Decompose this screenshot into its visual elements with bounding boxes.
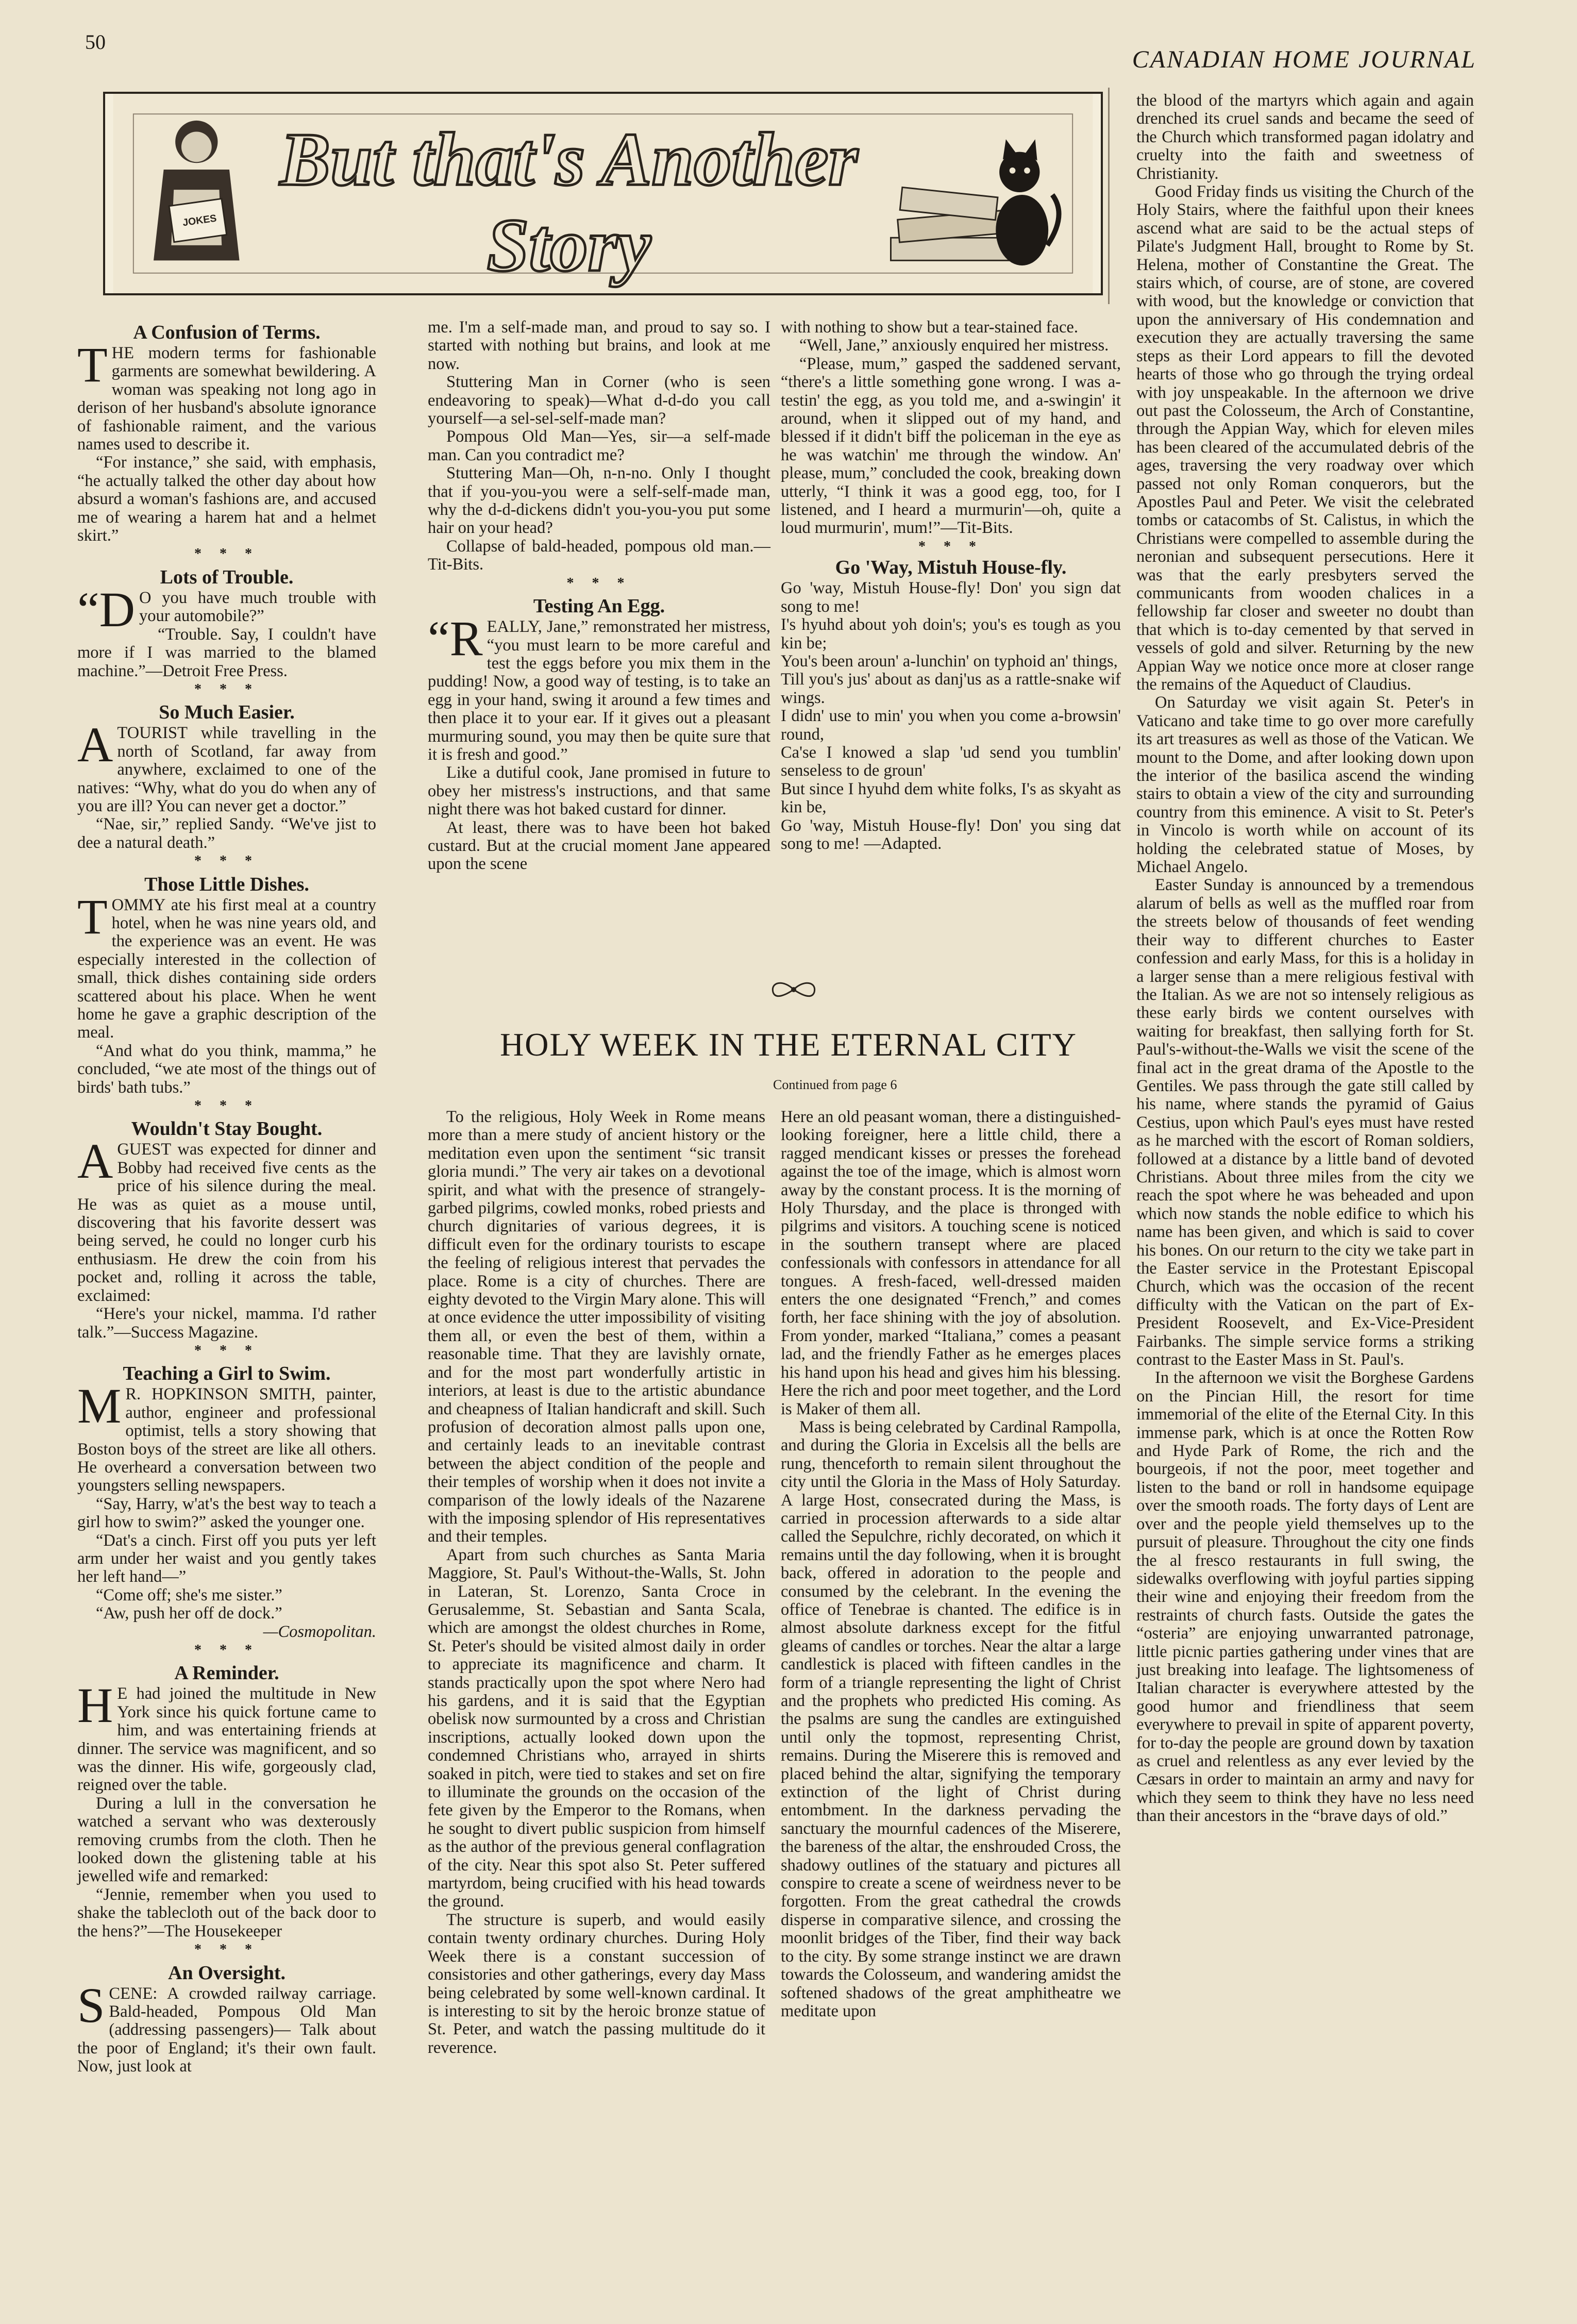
- paragraph: [77, 1678, 376, 1795]
- story-banner: [103, 92, 1103, 295]
- banner-title-line2: Story: [486, 203, 651, 287]
- section-separator: * * *: [194, 853, 259, 870]
- verse-line: I didn' use to min' you when you come a-browsin' round,: [781, 707, 1121, 744]
- column-jokes-2: [428, 319, 770, 874]
- article-title: HOLY WEEK IN THE ETERNAL CITY: [500, 1026, 1077, 1063]
- section-separator: * * *: [194, 1942, 259, 1958]
- paragraph: Stuttering Man in Corner (who is seen endeavoring to speak)—What d-d-do you call yourself—a sel-sel-self-made man?: [428, 373, 770, 428]
- paragraph: “Dat's a cinch. First off you puts yer left arm under her waist and you gently takes her left hand—”: [77, 1531, 376, 1586]
- article-column-1: [428, 1108, 765, 2057]
- paragraph: Apart from such churches as Santa Maria Maggiore, St. Paul's Without-the-Walls, St. John in Lateran, St. Lorenzo, Santa Croce in Gerusalemme, St. Sebastian and Santa Scala, which are amongst the oldest churches in Rome, St. Peter's should be visited almost daily in order to appreciate its magnificence and charm. It stands practically upon the spot where Nero had his gardens, and it is said that the Egyptian obelisk now surmounted by a cross and Christian inscriptions, actually looked down upon the condemned Christians who, arrayed in shirts soaked in pitch, were tied to stakes and set on fire to illuminate the grounds on the occasion of the fete given by the Emperor to the Romans, when he sought to divert public suspicion from himself as the author of the previous general conflagration of the city. Near this spot also St. Peter suffered martyrdom, being crucified with his head towards the ground.: [428, 1545, 765, 1911]
- story-heading: A Reminder.: [174, 1662, 279, 1684]
- paragraph-text: EALLY, Jane,” remonstrated her mistress, “you must learn to be more careful and test the eggs before you mix them in the pudding! Now, a good way of testing, is to take an egg in your hand, swing it around a few times and then place it to your ear. If it gives out a pleasant murmuring sound, you may then be quite sure that it is fresh and good.”: [428, 617, 770, 764]
- paragraph: “Here's your nickel, mamma. I'd rather talk.”—Success Magazine.: [77, 1305, 376, 1342]
- book-label: JOKES: [181, 212, 217, 229]
- drop-cap: S: [77, 1977, 105, 2033]
- paragraph: Pompous Old Man—Yes, sir—a self-made man. Can you contradict me?: [428, 427, 770, 464]
- paragraph-text: E had joined the multitude in New York since his quick fortune came to him, and was entertaining friends at dinner. The service was magnificent, and so was the dinner. His wife, gorgeously clad, reigned over the table.: [77, 1684, 376, 1795]
- banner-title-line1: But that's Another: [279, 117, 858, 202]
- drop-cap: “D: [77, 581, 135, 637]
- drop-cap: T: [77, 889, 108, 944]
- paragraph-text: GUEST was expected for dinner and Bobby had received five cents as the price of his silence during the meal. He was as quiet as a mouse until, discovering that his favorite dessert was being served, he could no longer curb his enthusiasm. He drew the coin from his pocket and, rolling it across the table, exclaimed:: [77, 1140, 376, 1305]
- paragraph: “Come off; she's me sister.”: [96, 1585, 282, 1604]
- paragraph: [428, 611, 770, 764]
- paragraph: [77, 581, 376, 637]
- story-heading: Wouldn't Stay Bought.: [131, 1118, 323, 1140]
- column-rule: [1108, 88, 1110, 304]
- paragraph: “Jennie, remember when you used to shake the tablecloth out of the back door to the hens?”—The Housekeeper: [77, 1885, 376, 1941]
- article-column-3: [1136, 92, 1474, 1826]
- source-credit: —Cosmopolitan.: [263, 1622, 376, 1641]
- paragraph: During a lull in the conversation he watched a servant who was dexterously removing crumbs from the cloth. Then he looked down the glistening table at his jewelled wife and remarked:: [77, 1794, 376, 1886]
- paragraph: “Say, Harry, w'at's the best way to teach a girl how to swim?” asked the younger one.: [77, 1494, 376, 1532]
- paragraph: “And what do you think, mamma,” he concluded, “we ate most of the things out of birds' bath tubs.”: [77, 1041, 376, 1097]
- journal-title: CANADIAN HOME JOURNAL: [1132, 46, 1477, 73]
- paragraph-text: CENE: A crowded railway carriage. Bald-headed, Pompous Old Man (addressing passengers)— Talk about the poor of England; it's their own fault. Now, just look at: [77, 1984, 376, 2076]
- paragraph: Good Friday finds us visiting the Church of the Holy Stairs, where the faithful upon their knees ascend what are said to be the actual steps of Pilate's Judgment Hall, brought to Rome by St. Helena, mother of Constantine the Great. The stairs which, of course, are of stone, are covered with wood, but the knowledge or conviction that upon the anniversary of His condemnation and execution they are actually traversing the same steps as their Lord appears to fill the devoted hearts of those who go through the trying ordeal with joy unspeakable. In the afternoon we drive out past the Colosseum, the Arch of Constantine, through the Appian Way, which for eleven miles has been cleared of the accumulated debris of the ages, traversing the very roadway over which passed not only Roman conquerors, but the Apostles Paul and Peter. We visit the celebrated tombs or catacombs of St. Calistus, in which the Christians were compelled to assemble during the neronian and subsequent persecutions. Here it was that the early presbyters served the communicants from wooden chalices in a fellowship far closer and sweeter no doubt than that which is to-day cemented by that served in vessels of gold and silver. Returning by the new Appian Way we notice once more at closer range the remains of the Aqueduct of Claudius.: [1136, 182, 1474, 694]
- drop-cap: H: [77, 1678, 113, 1733]
- paragraph: [77, 1378, 376, 1495]
- paragraph: me. I'm a self-made man, and proud to say so. I started with nothing but brains, and look at me now.: [428, 318, 770, 373]
- drop-cap: T: [77, 337, 108, 392]
- paragraph: “Trouble. Say, I couldn't have more if I was married to the blamed machine.”—Detroit Free Press.: [77, 625, 376, 680]
- section-separator: * * *: [194, 681, 259, 697]
- story-heading: Testing An Egg.: [533, 595, 665, 617]
- verse-line: Till you's jus' about as danj'us as a rattle-snake wif wings.: [781, 670, 1121, 707]
- paragraph: “Please, mum,” gasped the saddened servant, “there's a little something gone wrong. I was a-testin' the egg, as you told me, and a-swingin' it around, when it slipped out of my hand, and blessed if it didn't biff the policeman in the eye as he was watchin' me through the window. An' please, mum,” concluded the cook, breaking down utterly, “I think it was a good egg, too, for I listened, and I heard a murmurin'—oh, quite a loud murmurin', mum!”—Tit-Bits.: [781, 354, 1121, 538]
- section-separator: * * *: [918, 538, 983, 555]
- drop-cap: A: [77, 717, 113, 773]
- paragraph: At least, there was to have been hot baked custard. But at the crucial moment Jane appeared upon the scene: [428, 818, 770, 874]
- paragraph: Like a dutiful cook, Jane promised in future to obey her mistress's instructions, and that same night there was hot baked custard for dinner.: [428, 763, 770, 819]
- story-heading: An Oversight.: [168, 1962, 286, 1984]
- paragraph: Collapse of bald-headed, pompous old man.—Tit-Bits.: [428, 537, 770, 574]
- drop-cap: M: [77, 1378, 122, 1434]
- paragraph: “For instance,” she said, with emphasis, “he actually talked the other day about how absurd a woman's fashions are, and accused me of wearing a harem hat and a helmet skirt.”: [77, 453, 376, 545]
- paragraph: with nothing to show but a tear-stained face.: [781, 318, 1078, 337]
- paragraph: On Saturday we visit again St. Peter's in Vaticano and take time to go over more carefully its art treasures as well as those of the Vatican. We mount to the Dome, and after looking down upon the interior of the basilica ascend the winding stairs to obtain a view of the city and surrounding country from this eminence. A visit to St. Peter's in Vincolo is worth while on account of its holding the celebrated statue of Moses, by Michael Angelo.: [1136, 693, 1474, 877]
- section-separator: * * *: [194, 1642, 259, 1658]
- article-column-2: [781, 1108, 1121, 2020]
- section-separator: * * *: [194, 546, 259, 562]
- paragraph-text: HE modern terms for fashionable garments are somewhat bewildering. A woman was speaking not long ago in derison of her husband's absolute ignorance of fashionable raiment, and the various names used to describe it.: [77, 344, 376, 454]
- paragraph: To the religious, Holy Week in Rome means more than a mere study of ancient history or the meditation even upon the sentiment “sic transit gloria mundi.” The very air takes on a devotional spirit, and what with the presence of strangely-garbed pilgrims, cowled monks, robed priests and church dignitaries of various degrees, it is difficult even for the ordinary tourists to escape the feeling of religious interest that pervades the place. Rome is a city of churches. There are eighty devoted to the Virgin Mary alone. This will at once evidence the utter impossibility of visiting them all, or even the best of them, within a reasonable time. That they are lavishly ornate, and for the most part wonderfully artistic in interiors, at least is due to the artistic abundance and cheapness of Italian handicraft and skill. Such profusion of decoration almost palls upon one, and certainly leads to an inevitable contrast between the abject condition of the people and their temples of worship when it does not invite a comparison of the lowly ideals of the Nazarene with the imposing splendor of His representatives and their temples.: [428, 1108, 765, 1546]
- paragraph: The structure is superb, and would easily contain twenty ordinary churches. During Holy Week there is a constant succession of consistories and other gatherings, every day Mass being celebrated by some well-known cardinal. It is interesting to sit by the heroic bronze statue of St. Peter, and watch the passing multitude do it reverence.: [428, 1910, 765, 2057]
- paragraph: Stuttering Man—Oh, n-n-no. Only I thought that if you-you-you were a self-self-made man, why the d-d-dickens didn't you-you-you put some hair on your head?: [428, 464, 770, 538]
- drop-cap: A: [77, 1133, 113, 1189]
- banner-illustration: [105, 94, 1101, 293]
- column-jokes-1: [77, 319, 376, 2076]
- section-separator: * * *: [194, 1342, 259, 1359]
- paragraph: the blood of the martyrs which again and again drenched its cruel sands and became the seed of the Church which transformed pagan idolatry and cruelty into the faith and sweetness of Christianity.: [1136, 91, 1474, 183]
- story-heading: Lots of Trouble.: [160, 566, 294, 588]
- section-separator: * * *: [566, 575, 632, 591]
- story-heading: Go 'Way, Mistuh House-fly.: [835, 557, 1067, 579]
- story-heading: Those Little Dishes.: [144, 873, 309, 895]
- paragraph: “Aw, push her off de dock.”: [96, 1604, 282, 1623]
- paragraph: [77, 717, 376, 815]
- paragraph: “Well, Jane,” anxiously enquired her mistress.: [799, 336, 1109, 355]
- paragraph-text: R. HOPKINSON SMITH, painter, author, engineer and professional optimist, tells a story showing that Boston boys of the street are like all others. He overheard a conversation between two youngsters selling newspapers.: [77, 1385, 376, 1495]
- verse-line: Ca'se I knowed a slap 'ud send you tumblin' senseless to de groun': [781, 743, 1121, 780]
- paragraph: “Nae, sir,” replied Sandy. “We've jist to dee a natural death.”: [77, 815, 376, 852]
- story-heading: A Confusion of Terms.: [133, 322, 321, 343]
- books-icon: [891, 187, 1012, 260]
- page-number: 50: [85, 30, 106, 54]
- verse-line: Go 'way, Mistuh House-fly! Don' you sign dat song to me!: [781, 579, 1121, 616]
- paragraph: [77, 1977, 376, 2076]
- paragraph: [77, 889, 376, 1042]
- paragraph: In the afternoon we visit the Borghese Gardens on the Pincian Hill, the resort for time immemorial of the elite of the Eternal City. In this immense park, which is at once the Rotten Row and Hyde Park of Rome, the rich and the bourgeois, if not the poor, meet together and listen to the band or roll in handsome equipage over the smooth roads. The forty days of Lent are over and the people yield themselves up to the pursuit of pleasure. Throughout the city one finds the al fresco restaurants in full swing, the sidewalks overflowing with joyful parties sipping their wine and enjoying their freedom from the restraints of church fasts. Outside the gates the “osteria” are enjoying unwarranted patronage, little picnic parties gathering under vines that are just breaking into leafage. The lightsomeness of Italian character is everywhere attested by the good humor and friendliness that seem everywhere to prevail in spite of apparent poverty, for to-day the people are ground down by taxation as cruel and relentless as any ever levied by the Cæsars in order to maintain an army and navy for which they seem to think they have no less need than their ancestors in the “brave days of old.”: [1136, 1368, 1474, 1826]
- paragraph: Mass is being celebrated by Cardinal Rampolla, and during the Gloria in Excelsis all the bells are rung, thenceforth to remain silent throughout the city until the Gloria in the Mass of Holy Saturday. A large Host, consecrated during the Mass, is carried in procession afterwards to a side altar called the Sepulchre, richly decorated, on which it remains until the day following, when it is brought back, offered in adoration to the people and consumed by the celebrant. In the evening the office of Tenebrae is chanted. The edifice is in almost absolute darkness except for the fitful gleams of candles or torches. Near the altar a large candlestick is placed with fifteen candles in the form of a triangle representing the light of Christ and the prophets who predicted His coming. As the psalms are sung the candles are extinguished until only the topmost, representing Christ, remains. During the Miserere this is removed and placed behind the altar, signifying the temporary extinction of the light of Christ during entombment. In the darkness pervading the sanctuary the mournful cadences of the Miserere, the bareness of the altar, the enshrouded Cross, the shadowy outlines of the statuary and pictures all conspire to create a scene of weirdness never to be forgotten. From the great cathedral the crowds disperse in comparative silence, and crossing the moonlit bridges of the Tiber, find their way back to the city. By some strange instinct we are drawn towards the Colosseum, and wandering amidst the softened shadows of the great amphitheatre we meditate upon: [781, 1417, 1121, 2020]
- paragraph-text: TOURIST while travelling in the north of Scotland, far away from anywhere, exclaimed to one of the natives: “Why, what do you do when any of you are ill? You can never get a doctor.”: [77, 724, 376, 815]
- story-heading: So Much Easier.: [159, 701, 295, 724]
- paragraph: Here an old peasant woman, there a distinguished-looking foreigner, here a little child, there a ragged mendicant kisses or presses the forehead against the toe of the image, which is almost worn away by the constant process. It is the morning of Holy Thursday, and the place is thronged with pilgrims and visitors. A touching scene is noticed in the southern transept where are placed confessionals with confessors in attendance for all tongues. A fresh-faced, well-dressed maiden enters the one designated “French,” and comes forth, her face shining with the joy of absolution. From yonder, marked “Italiana,” comes a peasant lad, and the friendly Father as he emerges places his hand upon his head and gives him his blessing. Here the rich and poor meet together, and the Lord is Maker of them all.: [781, 1108, 1121, 1418]
- drop-cap: “R: [428, 611, 483, 666]
- ornament-icon: [763, 977, 825, 1002]
- column-jokes-3: [781, 319, 1121, 853]
- paragraph: [77, 1133, 376, 1305]
- verse-line: Go 'way, Mistuh House-fly! Don' you sing dat song to me! —Adapted.: [781, 816, 1121, 853]
- verse-line: I's hyuhd about yoh doin's; you's es tough as you kin be;: [781, 615, 1121, 653]
- continued-note: Continued from page 6: [773, 1077, 897, 1092]
- paragraph-text: OMMY ate his first meal at a country hotel, when he was nine years old, and the experience was an event. He was especially interested in the collection of small, thick dishes containing side orders scattered about his place. When he went home he gave a graphic description of the meal.: [77, 895, 376, 1042]
- paragraph-text: O you have much trouble with your automobile?”: [139, 588, 376, 626]
- section-separator: * * *: [194, 1098, 259, 1114]
- verse-line: You's been aroun' a-lunchin' on typhoid an' things,: [781, 651, 1118, 671]
- verse-line: But since I hyuhd dem white folks, I's as skyaht as kin be,: [781, 779, 1121, 817]
- paragraph: [77, 337, 376, 454]
- story-heading: Teaching a Girl to Swim.: [123, 1363, 331, 1385]
- paragraph: Easter Sunday is announced by a tremendous alarum of bells as well as the muffled roar from the streets below of thousands of feet wending their way to different churches to Easter confession and early Mass, for this is a holiday in a larger sense than a mere religious festival with the Italian. As we are not so intensely religious as these early birds we content ourselves with waiting for breakfast, then sallying forth for St. Paul's-without-the-Walls we visit the scene of the final act in the great drama of the Apostle to the Gentiles. We pass through the gate still called by his name, where stands the pyramid of Gaius Cestius, upon which Paul's eyes must have rested as he marched with the escort of Roman soldiers, followed at a distance by a little band of devoted Christians. About three miles from the city we reach the spot where he was beheaded and upon which now stands the noble edifice to which his name has been given, and which is said to cover his bones. On our return to the city we take part in the Easter service in the Protestant Episcopal Church, which was the occasion of the recent difficulty with the Vatican on the part of Ex-President Roosevelt, and Ex-Vice-President Fairbanks. The simple service forms a striking contrast to the Easter Mass in St. Paul's.: [1136, 876, 1474, 1369]
